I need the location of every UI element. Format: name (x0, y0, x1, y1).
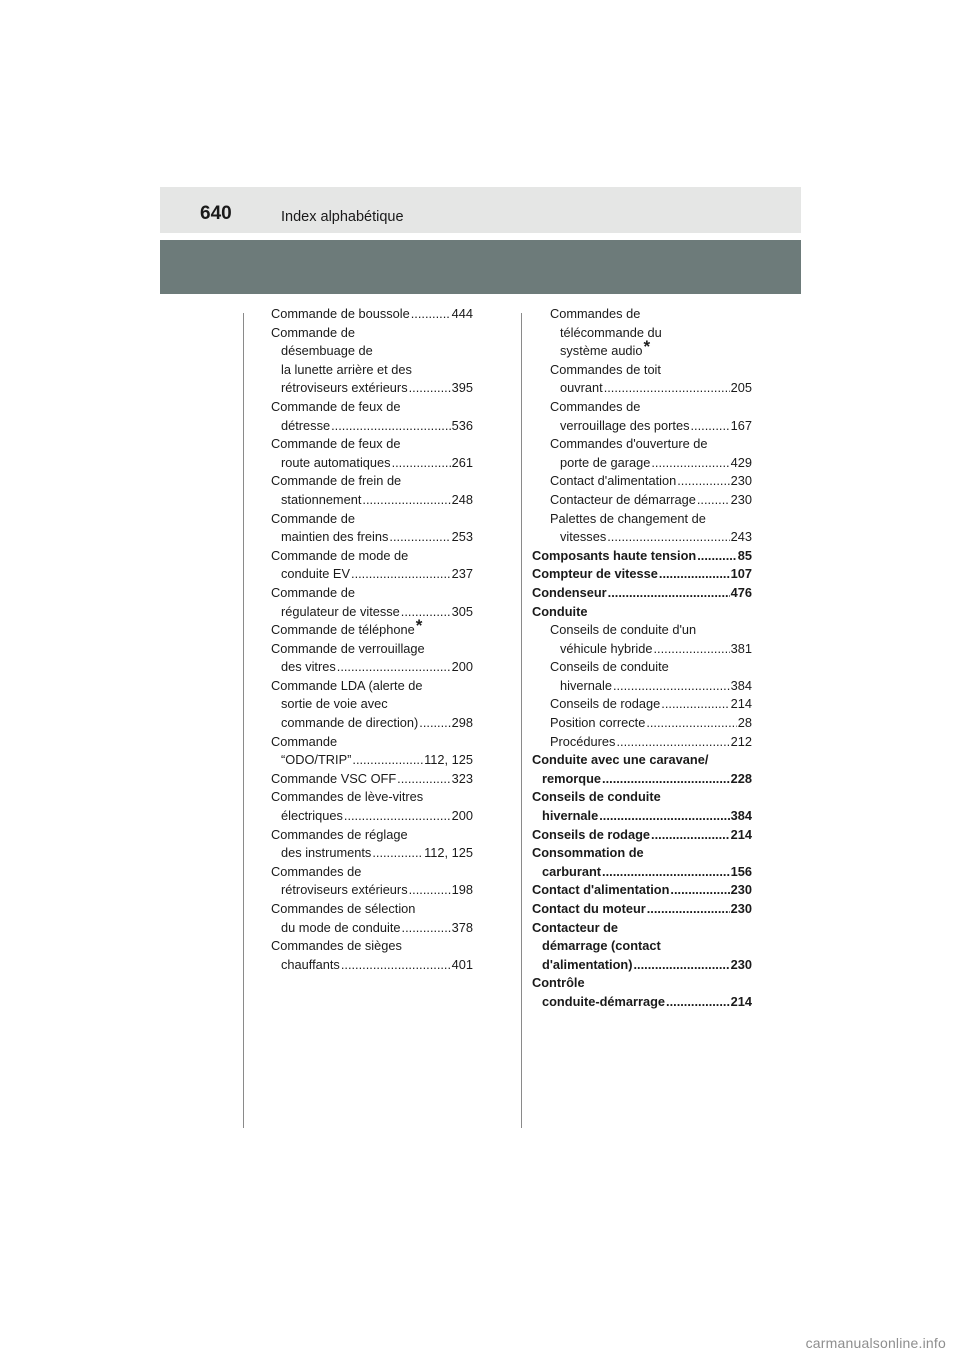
index-term: Commande de mode de (271, 547, 409, 563)
page-reference: 85 (737, 547, 752, 563)
index-term: Conduite avec une caravane/ (532, 752, 709, 768)
index-term: Conseils de conduite (532, 789, 661, 805)
header-title: Index alphabétique (281, 209, 404, 225)
dot-leader (344, 807, 451, 826)
index-entry-line (271, 417, 473, 436)
index-term: Palettes de changement de (550, 510, 706, 526)
index-term: télécommande du (560, 324, 662, 340)
index-entry (532, 361, 752, 398)
dot-leader (341, 956, 451, 975)
index-term: Conseils de conduite d'un (550, 622, 697, 638)
index-entry (271, 677, 473, 733)
index-term: des vitres (281, 659, 336, 675)
dot-leader (616, 733, 729, 752)
index-term: commande de direction) (281, 715, 419, 731)
dot-leader (666, 993, 730, 1012)
index-entry (271, 770, 473, 789)
index-entry (532, 826, 752, 845)
index-entry-line (532, 770, 752, 789)
index-term: Commande (271, 733, 338, 749)
index-column-left (271, 305, 473, 974)
index-term: Conseils de rodage (550, 696, 661, 712)
index-entry (271, 435, 473, 472)
index-entry-line (271, 733, 473, 752)
index-term: Contacteur de démarrage (550, 491, 696, 507)
index-entry (271, 510, 473, 547)
index-term: Commande de (271, 510, 355, 526)
footnote-asterisk: * (643, 337, 651, 357)
index-entry-line (532, 956, 752, 975)
dot-leader (670, 881, 729, 900)
page-reference: 28 (737, 715, 752, 731)
index-term: Position correcte (550, 715, 646, 731)
page-reference: 214 (730, 826, 752, 842)
dot-leader (690, 417, 729, 436)
page-reference: 230 (730, 901, 752, 916)
index-term: Commandes de (550, 306, 641, 321)
page-reference: 107 (730, 566, 752, 582)
page-reference: 476 (730, 584, 752, 600)
dot-leader (599, 807, 729, 826)
index-entry-line (271, 714, 473, 733)
dot-leader (337, 658, 451, 677)
index-entry-line (532, 788, 752, 807)
index-term: Contrôle (532, 975, 585, 991)
page-reference: 384 (730, 677, 752, 693)
page-reference: 401 (451, 956, 473, 972)
index-term: conduite EV (281, 566, 351, 582)
index-term: Consommation de (532, 845, 644, 861)
dot-leader (389, 528, 450, 547)
index-entry-line (271, 863, 473, 882)
index-entry (271, 547, 473, 584)
index-term: chauffants (281, 956, 340, 972)
page-reference: 167 (730, 417, 752, 433)
index-entry-line (550, 337, 752, 361)
dot-leader (602, 770, 730, 789)
index-entry-line (271, 491, 473, 510)
index-entry (271, 616, 473, 640)
index-entry-line (532, 863, 752, 882)
index-entry (271, 584, 473, 621)
dot-leader (653, 640, 729, 659)
index-entry (532, 603, 752, 622)
index-entry-line (550, 324, 752, 343)
index-term: Conseils de rodage (532, 826, 651, 842)
index-entry (532, 621, 752, 658)
page-reference: 253 (451, 529, 473, 545)
dot-leader (331, 417, 451, 436)
page-reference: 429 (730, 454, 752, 470)
index-term: Commandes de lève-vitres (271, 789, 424, 805)
index-term: Commandes de (271, 863, 362, 879)
dot-leader (634, 956, 730, 975)
index-entry-line (532, 565, 752, 584)
index-entry (532, 695, 752, 714)
index-term: Contacteur de (532, 919, 619, 935)
page-reference: 112, 125 (424, 752, 473, 768)
index-entry (271, 640, 473, 677)
dot-leader (409, 881, 451, 900)
index-term: Contact d'alimentation (550, 473, 677, 489)
index-entry-line (271, 342, 473, 361)
index-term: “ODO/TRIP” (281, 752, 352, 768)
page-reference: 230 (730, 473, 752, 489)
dot-leader (351, 565, 451, 584)
page-reference: 112, 125 (424, 845, 473, 861)
index-term: Commandes de (550, 398, 641, 414)
dot-leader (613, 677, 730, 696)
index-entry-line (271, 844, 473, 863)
dot-leader (661, 695, 729, 714)
index-entry (532, 305, 752, 361)
index-term: Contact d'alimentation (532, 882, 670, 898)
index-entry-line (550, 510, 752, 529)
index-entry-line (550, 417, 752, 436)
index-entry-line (550, 491, 752, 510)
index-term: régulateur de vitesse (281, 603, 400, 619)
index-term: Commandes d'ouverture de (550, 436, 708, 452)
index-term: remorque (542, 770, 602, 786)
page-reference: 323 (451, 770, 473, 786)
header-bar (160, 187, 801, 233)
index-term: verrouillage des portes (560, 417, 690, 433)
index-term: Conseils de conduite (550, 659, 669, 675)
index-entry-line (532, 603, 752, 622)
index-entry (532, 881, 752, 900)
dot-leader (352, 751, 423, 770)
right-column-rule (521, 313, 522, 1128)
index-entry (271, 398, 473, 435)
index-entry-line (532, 547, 752, 566)
page-reference: 230 (730, 956, 752, 972)
index-entry (271, 324, 473, 398)
index-entry (532, 491, 752, 510)
page-reference: 214 (730, 993, 752, 1009)
index-entry-line (271, 584, 473, 603)
page-reference: 243 (730, 529, 752, 545)
index-entry-line (271, 361, 473, 380)
index-entry-line (271, 807, 473, 826)
index-term: Contact du moteur (532, 901, 646, 916)
index-entry-line (550, 379, 752, 398)
index-term: Condenseur (532, 584, 607, 600)
page-reference: 200 (451, 659, 473, 675)
index-term: carburant (542, 863, 602, 879)
index-entry-line (271, 547, 473, 566)
page-reference: 248 (451, 491, 473, 507)
index-term: détresse (281, 417, 331, 433)
index-term: véhicule hybride (560, 640, 653, 656)
index-term: Commande de téléphone (271, 622, 415, 638)
index-entry-line (271, 881, 473, 900)
index-term: Commande de (271, 324, 355, 340)
index-term: porte de garage (560, 454, 651, 470)
index-entry-line (550, 677, 752, 696)
index-entry (532, 472, 752, 491)
index-term: Compteur de vitesse (532, 566, 658, 582)
index-entry-line (271, 695, 473, 714)
page-reference: 384 (730, 808, 752, 824)
index-entry (271, 826, 473, 863)
index-term: vitesses (560, 529, 607, 545)
index-entry (532, 714, 752, 733)
watermark: carmanualsonline.info (805, 1335, 946, 1351)
index-entry-line (532, 751, 752, 770)
page-reference: 205 (730, 380, 752, 396)
page-number: 640 (200, 203, 232, 224)
index-entry-line (271, 435, 473, 454)
index-entry-line (550, 733, 752, 752)
index-entry (532, 993, 752, 1012)
index-entry-line (271, 565, 473, 584)
dot-leader (677, 472, 729, 491)
dot-leader (604, 379, 730, 398)
index-term: système audio (560, 343, 643, 359)
index-entry-line (532, 844, 752, 863)
index-entry-line (271, 472, 473, 491)
dot-leader (607, 528, 729, 547)
index-entry-line (271, 770, 473, 789)
left-column-rule (243, 313, 244, 1128)
index-entry-line (271, 603, 473, 622)
dot-leader (372, 844, 423, 863)
index-entry-line (550, 528, 752, 547)
index-entry (271, 937, 473, 974)
index-term: Commandes de toit (550, 361, 661, 377)
index-term: Commandes de sélection (271, 901, 416, 916)
index-entry-line (271, 640, 473, 659)
index-entry-line (271, 379, 473, 398)
page-reference: 212 (730, 733, 752, 749)
dot-leader (401, 603, 451, 622)
index-entry (532, 584, 752, 603)
index-entry (271, 863, 473, 900)
dot-leader (602, 863, 730, 882)
dot-leader (397, 770, 450, 789)
dot-leader (697, 547, 737, 566)
index-term: désembuage de (281, 343, 373, 359)
index-entry-line (550, 621, 752, 640)
index-entry-line (271, 454, 473, 473)
index-entry-line (550, 398, 752, 417)
index-entry-line (550, 435, 752, 454)
index-entry (271, 788, 473, 825)
index-entry-line (532, 584, 752, 603)
index-entry-line (271, 937, 473, 956)
index-entry-line (550, 658, 752, 677)
index-term: Conduite (532, 603, 588, 619)
index-term: Commandes de réglage (271, 826, 408, 842)
dot-leader (697, 491, 730, 510)
dot-leader (362, 491, 450, 510)
index-entry (532, 510, 752, 547)
index-term: Commande de (271, 584, 355, 600)
index-entry-line (532, 826, 752, 845)
index-entry (532, 658, 752, 695)
index-term: Commande LDA (alerte de (271, 677, 423, 693)
index-term: hivernale (560, 677, 612, 693)
index-entry-line (532, 937, 752, 956)
index-entry-line (550, 640, 752, 659)
index-term: Commandes de sièges (271, 938, 402, 954)
index-entry-line (271, 305, 473, 324)
index-term: Commande de feux de (271, 398, 401, 414)
index-entry (532, 751, 752, 788)
index-entry-line (532, 807, 752, 826)
dot-leader (647, 900, 730, 919)
index-term: la lunette arrière et des (281, 361, 412, 377)
index-entry (532, 919, 752, 975)
index-entry (271, 472, 473, 509)
index-entry (532, 565, 752, 584)
index-term: Commande de verrouillage (271, 640, 425, 656)
dot-leader (659, 565, 730, 584)
page-reference: 395 (451, 380, 473, 396)
index-entry-line (271, 398, 473, 417)
dot-leader (651, 826, 730, 845)
index-entry-line (271, 616, 473, 640)
index-column-right (532, 305, 752, 1012)
dot-leader (402, 919, 451, 938)
index-entry (271, 733, 473, 770)
index-entry (271, 900, 473, 937)
index-entry-line (271, 919, 473, 938)
index-term: maintien des freins (281, 529, 389, 545)
index-entry-line (271, 324, 473, 343)
index-entry (532, 435, 752, 472)
index-entry-line (271, 658, 473, 677)
index-term: route automatiques (281, 454, 391, 470)
index-entry-line (550, 305, 752, 324)
index-entry-line (550, 714, 752, 733)
dot-leader (608, 584, 730, 603)
section-band (160, 240, 801, 294)
index-entry-line (532, 900, 752, 919)
index-entry-line (271, 788, 473, 807)
index-term: Composants haute tension (532, 547, 697, 563)
index-entry-line (550, 361, 752, 380)
index-term: conduite-démarrage (542, 993, 666, 1009)
index-term: démarrage (contact (542, 938, 661, 954)
index-entry (532, 788, 752, 825)
dot-leader (409, 379, 451, 398)
index-entry (532, 974, 752, 993)
page-reference: 305 (451, 603, 473, 619)
index-term: stationnement (281, 491, 362, 507)
index-entry (532, 844, 752, 881)
index-entry-line (271, 677, 473, 696)
dot-leader (411, 305, 451, 324)
page-reference: 444 (451, 306, 473, 321)
index-entry-line (550, 454, 752, 473)
page-reference: 261 (451, 454, 473, 470)
page-reference: 156 (730, 863, 752, 879)
index-term: Commande VSC OFF (271, 770, 397, 786)
page-reference: 378 (451, 919, 473, 935)
index-entry-line (271, 751, 473, 770)
page-reference: 237 (451, 566, 473, 582)
page-reference: 228 (730, 770, 752, 786)
index-entry (532, 900, 752, 919)
index-term: Commande de frein de (271, 473, 402, 489)
index-entry (271, 305, 473, 324)
index-term: sortie de voie avec (281, 696, 388, 712)
index-term: Commande de feux de (271, 436, 401, 452)
dot-leader (392, 454, 451, 473)
index-term: rétroviseurs extérieurs (281, 380, 408, 396)
index-entry-line (271, 528, 473, 547)
index-entry (532, 398, 752, 435)
index-term: électriques (281, 808, 343, 824)
index-entry-line (271, 956, 473, 975)
index-entry-line (532, 919, 752, 938)
index-term: du mode de conduite (281, 919, 401, 935)
index-entry-line (271, 826, 473, 845)
page-reference: 381 (730, 640, 752, 656)
index-term: des instruments (281, 845, 372, 861)
index-term: Commande de boussole (271, 306, 410, 321)
page-reference: 198 (451, 882, 473, 898)
index-entry (532, 733, 752, 752)
footnote-asterisk: * (415, 616, 423, 636)
index-entry-line (532, 993, 752, 1012)
dot-leader (646, 714, 736, 733)
index-entry-line (271, 510, 473, 529)
index-entry-line (532, 974, 752, 993)
dot-leader (419, 714, 450, 733)
index-entry-line (271, 900, 473, 919)
page-reference: 536 (451, 417, 473, 433)
page-reference: 230 (730, 882, 752, 898)
page-reference: 214 (730, 696, 752, 712)
dot-leader (651, 454, 729, 473)
index-entry-line (550, 695, 752, 714)
index-entry (532, 547, 752, 566)
index-term: ouvrant (560, 380, 603, 396)
index-term: hivernale (542, 808, 599, 824)
index-term: d'alimentation) (542, 956, 633, 972)
page-reference: 298 (451, 715, 473, 731)
index-entry-line (532, 881, 752, 900)
index-term: rétroviseurs extérieurs (281, 882, 408, 898)
page-reference: 200 (451, 808, 473, 824)
page-reference: 230 (730, 491, 752, 507)
index-term: Procédures (550, 733, 616, 749)
index-entry-line (550, 472, 752, 491)
